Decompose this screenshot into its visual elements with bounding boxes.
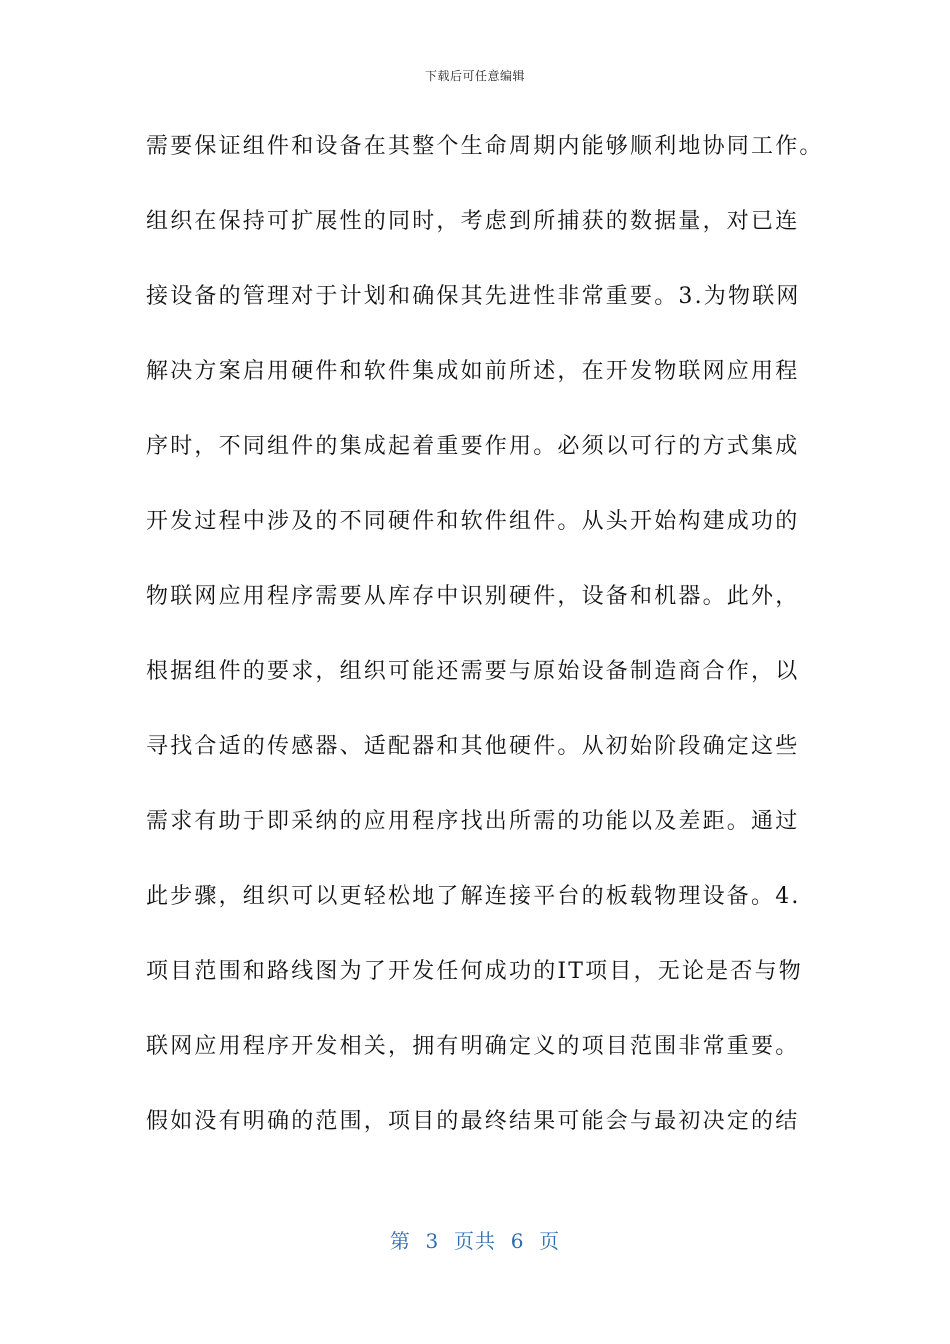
body-line: 此步骤，组织可以更轻松地了解连接平台的板载物理设备。4.	[146, 884, 801, 909]
body-line: 接设备的管理对于计划和确保其先进性非常重要。3.为物联网	[146, 284, 801, 309]
page-header: 下载后可任意编辑	[424, 69, 525, 83]
body-line: 假如没有明确的范围，项目的最终结果可能会与最初决定的结	[146, 1109, 800, 1134]
body-line: 项目范围和路线图为了开发任何成功的IT项目，无论是否与物	[146, 959, 803, 984]
body-line: 序时，不同组件的集成起着重要作用。必须以可行的方式集成	[146, 434, 800, 459]
document-body	[146, 130, 826, 1180]
body-line: 物联网应用程序需要从库存中识别硬件，设备和机器。此外，	[146, 584, 800, 609]
body-line: 需求有助于即采纳的应用程序找出所需的功能以及差距。通过	[146, 809, 800, 834]
body-line: 根据组件的要求，组织可能还需要与原始设备制造商合作，以	[146, 659, 800, 684]
body-line: 需要保证组件和设备在其整个生命周期内能够顺利地协同工作。	[146, 134, 824, 159]
body-line: 解决方案启用硬件和软件集成如前所述，在开发物联网应用程	[146, 359, 800, 384]
body-line: 开发过程中涉及的不同硬件和软件组件。从头开始构建成功的	[146, 509, 800, 534]
body-line: 联网应用程序开发相关，拥有明确定义的项目范围非常重要。	[146, 1034, 800, 1059]
body-line: 寻找合适的传感器、适配器和其他硬件。从初始阶段确定这些	[146, 734, 800, 759]
page-number-footer: 第 3 页共 6 页	[389, 1229, 561, 1253]
body-line: 组织在保持可扩展性的同时，考虑到所捕获的数据量，对已连	[146, 209, 800, 234]
